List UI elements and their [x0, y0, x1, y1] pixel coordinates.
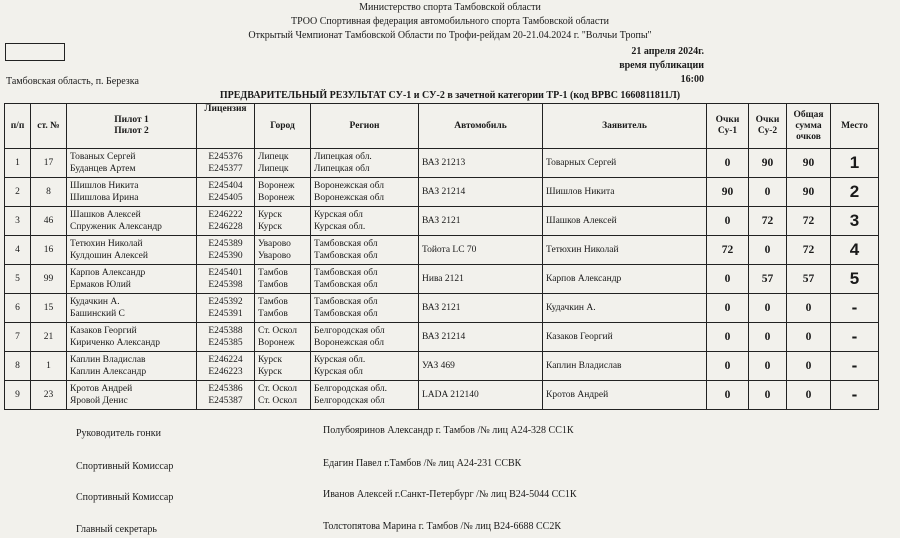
cell-pilots-line: Кротов Андрей [70, 384, 133, 394]
cell-points-su1 [707, 323, 749, 352]
cell-cities-line: Тамбов [258, 297, 288, 307]
cell-car-line: УАЗ 469 [422, 361, 455, 371]
cell-start-number-line: 23 [43, 390, 54, 400]
cell-points-su1 [707, 294, 749, 323]
cell-place [831, 178, 879, 207]
cell-licenses-line: E245387 [208, 396, 243, 406]
cell-entrant-line: Карпов Александр [546, 274, 622, 284]
cell-entrant-line: Шишлов Никита [546, 187, 615, 197]
cell-car-line: ВАЗ 21214 [422, 332, 466, 342]
cell-licenses-line: E245376 [208, 152, 243, 162]
cell-points-su2-line: 0 [764, 244, 771, 256]
cell-points-su2-line: 0 [764, 302, 771, 314]
cell-licenses-line: E245404 [208, 181, 243, 191]
cell-total-line: 72 [802, 215, 815, 227]
cell-regions-line: Тамбовская обл [314, 280, 378, 290]
cell-regions-line: Воронежская обл [314, 193, 385, 203]
cell-points-su1-line: 90 [721, 186, 734, 198]
cell-total [787, 178, 831, 207]
cell-licenses-line: E245377 [208, 164, 243, 174]
cell-points-su2 [749, 149, 787, 178]
cell-cities-line: Тамбов [258, 268, 288, 278]
cell-pilots-line: Каплин Владислав [70, 355, 146, 365]
cell-total [787, 207, 831, 236]
cell-licenses-line: E245386 [208, 384, 243, 394]
signature-name: Едагин Павел г.Тамбов /№ лиц А24-231 ССВК [323, 458, 522, 469]
cell-entrant [543, 178, 707, 207]
cell-start-number-line: 21 [43, 332, 54, 342]
table-row [5, 323, 879, 352]
cell-pilots-line: Спруженик Александр [70, 222, 162, 232]
cell-np [5, 381, 31, 410]
cell-licenses-line: E245390 [208, 251, 243, 261]
signature-role: Главный секретарь [76, 524, 157, 535]
cell-points-su2-line: 57 [761, 273, 774, 285]
cell-pilots [67, 207, 197, 236]
cell-points-su1-line: 0 [724, 360, 731, 372]
cell-total [787, 265, 831, 294]
cell-np [5, 149, 31, 178]
cell-licenses [197, 294, 255, 323]
cell-regions [311, 294, 419, 323]
cell-pilots-line: Буданцев Артем [70, 164, 136, 174]
cell-total-line: 72 [802, 244, 815, 256]
cell-entrant [543, 352, 707, 381]
cell-car-line: ВАЗ 21213 [422, 158, 466, 168]
cell-entrant-line: Кудачкин А. [546, 303, 596, 313]
cell-start-number [31, 178, 67, 207]
cell-cities-line: Воронеж [258, 181, 295, 191]
cell-points-su1 [707, 149, 749, 178]
cell-place [831, 352, 879, 381]
cell-cities-line: Курск [258, 222, 282, 232]
cell-regions [311, 236, 419, 265]
cell-cities [255, 149, 311, 178]
col-city: Город [255, 104, 311, 149]
cell-cities-line: Курск [258, 367, 282, 377]
cell-regions-line: Тамбовская обл [314, 309, 378, 319]
cell-cities-line: Тамбов [258, 280, 288, 290]
cell-total [787, 381, 831, 410]
cell-licenses-line: E246222 [208, 210, 243, 220]
cell-points-su2-line: 0 [764, 186, 771, 198]
cell-pilots-line: Башинский С [70, 309, 125, 319]
cell-regions-line: Липецкая обл. [314, 152, 372, 162]
cell-total-line: 90 [802, 157, 815, 169]
cell-cities-line: Уварово [258, 251, 291, 261]
cell-entrant-line: Кротов Андрей [546, 390, 609, 400]
cell-cities [255, 265, 311, 294]
cell-np [5, 207, 31, 236]
results-title: ПРЕДВАРИТЕЛЬНЫЙ РЕЗУЛЬТАТ СУ-1 и СУ-2 в зачетной категории ТР-1 (код ВРВС 1660811811Л) [219, 90, 681, 101]
cell-place-line: 2 [849, 182, 860, 201]
publication-date: 21 апреля 2024г. [631, 46, 704, 57]
cell-points-su2-line: 0 [764, 360, 771, 372]
cell-regions-line: Курская обл. [314, 222, 366, 232]
cell-points-su1-line: 72 [721, 244, 734, 256]
cell-points-su1 [707, 265, 749, 294]
cell-total-line: 0 [805, 302, 812, 314]
col-total: Общая сумма очков [787, 104, 831, 149]
cell-place-line: 4 [849, 240, 860, 259]
cell-total [787, 236, 831, 265]
cell-cities-line: Ст. Оскол [258, 326, 297, 336]
cell-np [5, 178, 31, 207]
cell-car [419, 149, 543, 178]
cell-cities-line: Липецк [258, 164, 289, 174]
cell-points-su2 [749, 236, 787, 265]
cell-np-line: 7 [15, 332, 20, 342]
cell-licenses [197, 323, 255, 352]
col-entrant: Заявитель [543, 104, 707, 149]
header-federation: ТРОО Спортивная федерация автомобильного спорта Тамбовской области [290, 16, 610, 27]
cell-points-su2 [749, 323, 787, 352]
header-championship: Открытый Чемпионат Тамбовской Области по Трофи-рейдам 20-21.04.2024 г. "Волчьи Тропы" [248, 30, 652, 41]
cell-pilots [67, 381, 197, 410]
signature-name: Полубояринов Александр г. Тамбов /№ лиц А24-328 СС1К [323, 425, 574, 436]
cell-car-line: ВАЗ 2121 [422, 216, 461, 226]
cell-cities-line: Курск [258, 355, 282, 365]
cell-regions [311, 207, 419, 236]
cell-cities-line: Ст. Оскол [258, 384, 297, 394]
cell-np [5, 323, 31, 352]
cell-cities [255, 294, 311, 323]
cell-licenses [197, 207, 255, 236]
cell-cities [255, 207, 311, 236]
cell-points-su1-line: 0 [724, 157, 731, 169]
cell-cities-line: Воронеж [258, 193, 295, 203]
cell-points-su2 [749, 294, 787, 323]
cell-regions-line: Тамбовская обл [314, 268, 378, 278]
event-location: Тамбовская область, п. Березка [6, 76, 139, 87]
cell-pilots-line: Шишлов Никита [70, 181, 139, 191]
cell-entrant-line: Тетюхин Николай [546, 245, 619, 255]
cell-regions [311, 352, 419, 381]
cell-car [419, 381, 543, 410]
cell-regions-line: Белгородская обл [314, 396, 385, 406]
cell-start-number-line: 15 [43, 303, 54, 313]
cell-cities [255, 178, 311, 207]
cell-car-line: Тойота LC 70 [422, 245, 477, 255]
cell-cities-line: Тамбов [258, 309, 288, 319]
cell-licenses-line: E246228 [208, 222, 243, 232]
cell-regions-line: Тамбовская обл [314, 239, 378, 249]
cell-entrant [543, 207, 707, 236]
cell-licenses [197, 178, 255, 207]
cell-entrant [543, 381, 707, 410]
cell-points-su1-line: 0 [724, 302, 731, 314]
cell-entrant [543, 323, 707, 352]
cell-points-su2 [749, 178, 787, 207]
table-header-row [5, 104, 879, 149]
cell-np [5, 294, 31, 323]
cell-licenses-line: E245401 [208, 268, 243, 278]
publication-time: 16:00 [680, 74, 704, 85]
col-car: Автомобиль [419, 104, 543, 149]
cell-start-number [31, 381, 67, 410]
cell-place-line: - [851, 298, 858, 317]
cell-points-su2 [749, 265, 787, 294]
cell-points-su1 [707, 178, 749, 207]
cell-start-number-line: 16 [43, 245, 54, 255]
cell-licenses-line: E245405 [208, 193, 243, 203]
col-points-su2: Очки Су-2 [749, 104, 787, 149]
cell-place-line: 1 [849, 153, 860, 172]
cell-start-number [31, 352, 67, 381]
cell-entrant [543, 149, 707, 178]
cell-total-line: 0 [805, 360, 812, 372]
cell-entrant [543, 236, 707, 265]
cell-regions [311, 265, 419, 294]
cell-np [5, 265, 31, 294]
cell-car-line: ВАЗ 2121 [422, 303, 461, 313]
table-row [5, 265, 879, 294]
cell-regions [311, 323, 419, 352]
cell-regions-line: Липецкая обл [314, 164, 370, 174]
col-start-number: ст. № [31, 104, 67, 149]
cell-start-number [31, 323, 67, 352]
table-row [5, 149, 879, 178]
cell-total-line: 57 [802, 273, 815, 285]
cell-licenses-line: E245391 [208, 309, 243, 319]
cell-entrant-line: Каплин Владислав [546, 361, 622, 371]
cell-car-line: Нива 2121 [422, 274, 464, 284]
cell-points-su2-line: 0 [764, 331, 771, 343]
col-pilot: Пилот 1 Пилот 2 [67, 104, 197, 149]
cell-licenses [197, 236, 255, 265]
cell-regions-line: Воронежская обл [314, 338, 385, 348]
header-ministry: Министерство спорта Тамбовской области [359, 2, 541, 13]
cell-licenses-line: E245389 [208, 239, 243, 249]
cell-regions-line: Курская обл. [314, 355, 366, 365]
signature-role: Спортивный Комиссар [76, 492, 174, 503]
cell-total [787, 323, 831, 352]
cell-start-number [31, 207, 67, 236]
cell-pilots [67, 352, 197, 381]
cell-np-line: 3 [15, 216, 20, 226]
cell-place [831, 381, 879, 410]
table-row [5, 236, 879, 265]
cell-points-su1-line: 0 [724, 389, 731, 401]
cell-entrant-line: Шашков Алексей [546, 216, 617, 226]
cell-start-number [31, 149, 67, 178]
cell-np-line: 9 [15, 390, 20, 400]
cell-np-line: 2 [15, 187, 20, 197]
cell-np [5, 236, 31, 265]
cell-start-number-line: 1 [46, 361, 51, 371]
cell-start-number-line: 8 [46, 187, 51, 197]
table-row [5, 294, 879, 323]
cell-licenses-line: E245398 [208, 280, 243, 290]
cell-points-su1 [707, 236, 749, 265]
cell-licenses [197, 381, 255, 410]
cell-points-su1-line: 0 [724, 273, 731, 285]
cell-total [787, 294, 831, 323]
signature-role: Спортивный Комиссар [76, 461, 174, 472]
cell-start-number-line: 46 [43, 216, 54, 226]
cell-cities-line: Липецк [258, 152, 289, 162]
cell-pilots [67, 265, 197, 294]
cell-regions-line: Белгородская обл. [314, 384, 387, 394]
cell-entrant [543, 294, 707, 323]
cell-pilots [67, 236, 197, 265]
cell-regions-line: Курская обл [314, 210, 363, 220]
cell-regions-line: Курская обл [314, 367, 363, 377]
cell-pilots-line: Тетюхин Николай [70, 239, 143, 249]
publication-label: время публикации [619, 60, 704, 71]
cell-cities [255, 323, 311, 352]
cell-car [419, 352, 543, 381]
cell-regions [311, 381, 419, 410]
cell-start-number-line: 17 [43, 158, 54, 168]
cell-pilots-line: Казаков Георгий [70, 326, 137, 336]
cell-pilots-line: Ермаков Юлий [70, 280, 131, 290]
cell-np-line: 6 [15, 303, 20, 313]
cell-np-line: 8 [15, 361, 20, 371]
cell-pilots-line: Шишлова Ирина [70, 193, 139, 203]
cell-car [419, 294, 543, 323]
cell-regions-line: Белгородская обл [314, 326, 385, 336]
cell-car [419, 323, 543, 352]
cell-points-su1 [707, 381, 749, 410]
col-license: Лицензия [197, 104, 255, 149]
cell-car-line: LADA 212140 [422, 390, 479, 400]
cell-total-line: 0 [805, 331, 812, 343]
cell-points-su1-line: 0 [724, 331, 731, 343]
cell-points-su1 [707, 352, 749, 381]
col-place: Место [831, 104, 879, 149]
cell-start-number-line: 99 [43, 274, 54, 284]
cell-place [831, 265, 879, 294]
cell-total-line: 0 [805, 389, 812, 401]
cell-car [419, 236, 543, 265]
cell-entrant [543, 265, 707, 294]
cell-cities [255, 381, 311, 410]
cell-regions-line: Тамбовская обл [314, 251, 378, 261]
empty-box [5, 43, 65, 61]
cell-points-su1 [707, 207, 749, 236]
cell-points-su1-line: 0 [724, 215, 731, 227]
cell-pilots [67, 149, 197, 178]
cell-place [831, 149, 879, 178]
cell-place-line: 5 [849, 269, 860, 288]
table-row [5, 178, 879, 207]
cell-pilots [67, 178, 197, 207]
cell-place-line: - [851, 356, 858, 375]
cell-total-line: 90 [802, 186, 815, 198]
cell-np-line: 4 [15, 245, 20, 255]
cell-cities-line: Воронеж [258, 338, 295, 348]
cell-regions-line: Воронежская обл [314, 181, 385, 191]
cell-licenses-line: E246223 [208, 367, 243, 377]
cell-licenses [197, 352, 255, 381]
table-row [5, 381, 879, 410]
signature-name: Иванов Алексей г.Санкт-Петербург /№ лиц В24-5044 СС1К [323, 489, 577, 500]
cell-place [831, 207, 879, 236]
cell-place-line: - [851, 385, 858, 404]
cell-pilots-line: Тованых Сергей [70, 152, 136, 162]
signature-name: Толстопятова Марина г. Тамбов /№ лиц В24-6688 СС2К [323, 521, 562, 532]
cell-car-line: ВАЗ 21214 [422, 187, 466, 197]
cell-pilots-line: Шашков Алексей [70, 210, 141, 220]
cell-total [787, 149, 831, 178]
cell-pilots [67, 323, 197, 352]
cell-entrant-line: Казаков Георгий [546, 332, 613, 342]
cell-car [419, 265, 543, 294]
cell-points-su2 [749, 381, 787, 410]
cell-regions [311, 178, 419, 207]
cell-pilots [67, 294, 197, 323]
cell-place [831, 294, 879, 323]
cell-car [419, 207, 543, 236]
cell-licenses-line: E245392 [208, 297, 243, 307]
cell-start-number [31, 265, 67, 294]
cell-cities-line: Уварово [258, 239, 291, 249]
cell-regions-line: Тамбовская обл [314, 297, 378, 307]
cell-total [787, 352, 831, 381]
cell-points-su2-line: 72 [761, 215, 774, 227]
signature-role: Руководитель гонки [76, 428, 161, 439]
cell-points-su2-line: 90 [761, 157, 774, 169]
cell-licenses [197, 149, 255, 178]
cell-points-su2 [749, 352, 787, 381]
cell-place-line: 3 [849, 211, 860, 230]
cell-cities [255, 236, 311, 265]
table-row [5, 207, 879, 236]
cell-licenses-line: E246224 [208, 355, 243, 365]
cell-car [419, 178, 543, 207]
cell-np [5, 352, 31, 381]
results-table [4, 103, 879, 410]
cell-licenses-line: E245385 [208, 338, 243, 348]
cell-points-su2 [749, 207, 787, 236]
cell-start-number [31, 294, 67, 323]
cell-licenses-line: E245388 [208, 326, 243, 336]
cell-place [831, 323, 879, 352]
cell-entrant-line: Товарных Сергей [546, 158, 617, 168]
cell-regions [311, 149, 419, 178]
cell-pilots-line: Кириченко Александр [70, 338, 161, 348]
cell-cities-line: Ст. Оскол [258, 396, 297, 406]
cell-place-line: - [851, 327, 858, 346]
col-points-su1: Очки Су-1 [707, 104, 749, 149]
cell-np-line: 5 [15, 274, 20, 284]
col-region: Регион [311, 104, 419, 149]
cell-cities-line: Курск [258, 210, 282, 220]
cell-licenses [197, 265, 255, 294]
cell-points-su2-line: 0 [764, 389, 771, 401]
cell-cities [255, 352, 311, 381]
col-np: п/п [5, 104, 31, 149]
table-row [5, 352, 879, 381]
cell-pilots-line: Кудачкин А. [70, 297, 120, 307]
cell-pilots-line: Кулдошин Алексей [70, 251, 148, 261]
cell-np-line: 1 [15, 158, 20, 168]
cell-pilots-line: Каплин Александр [70, 367, 147, 377]
cell-pilots-line: Яровой Денис [70, 396, 128, 406]
cell-start-number [31, 236, 67, 265]
cell-pilots-line: Карпов Александр [70, 268, 146, 278]
cell-place [831, 236, 879, 265]
